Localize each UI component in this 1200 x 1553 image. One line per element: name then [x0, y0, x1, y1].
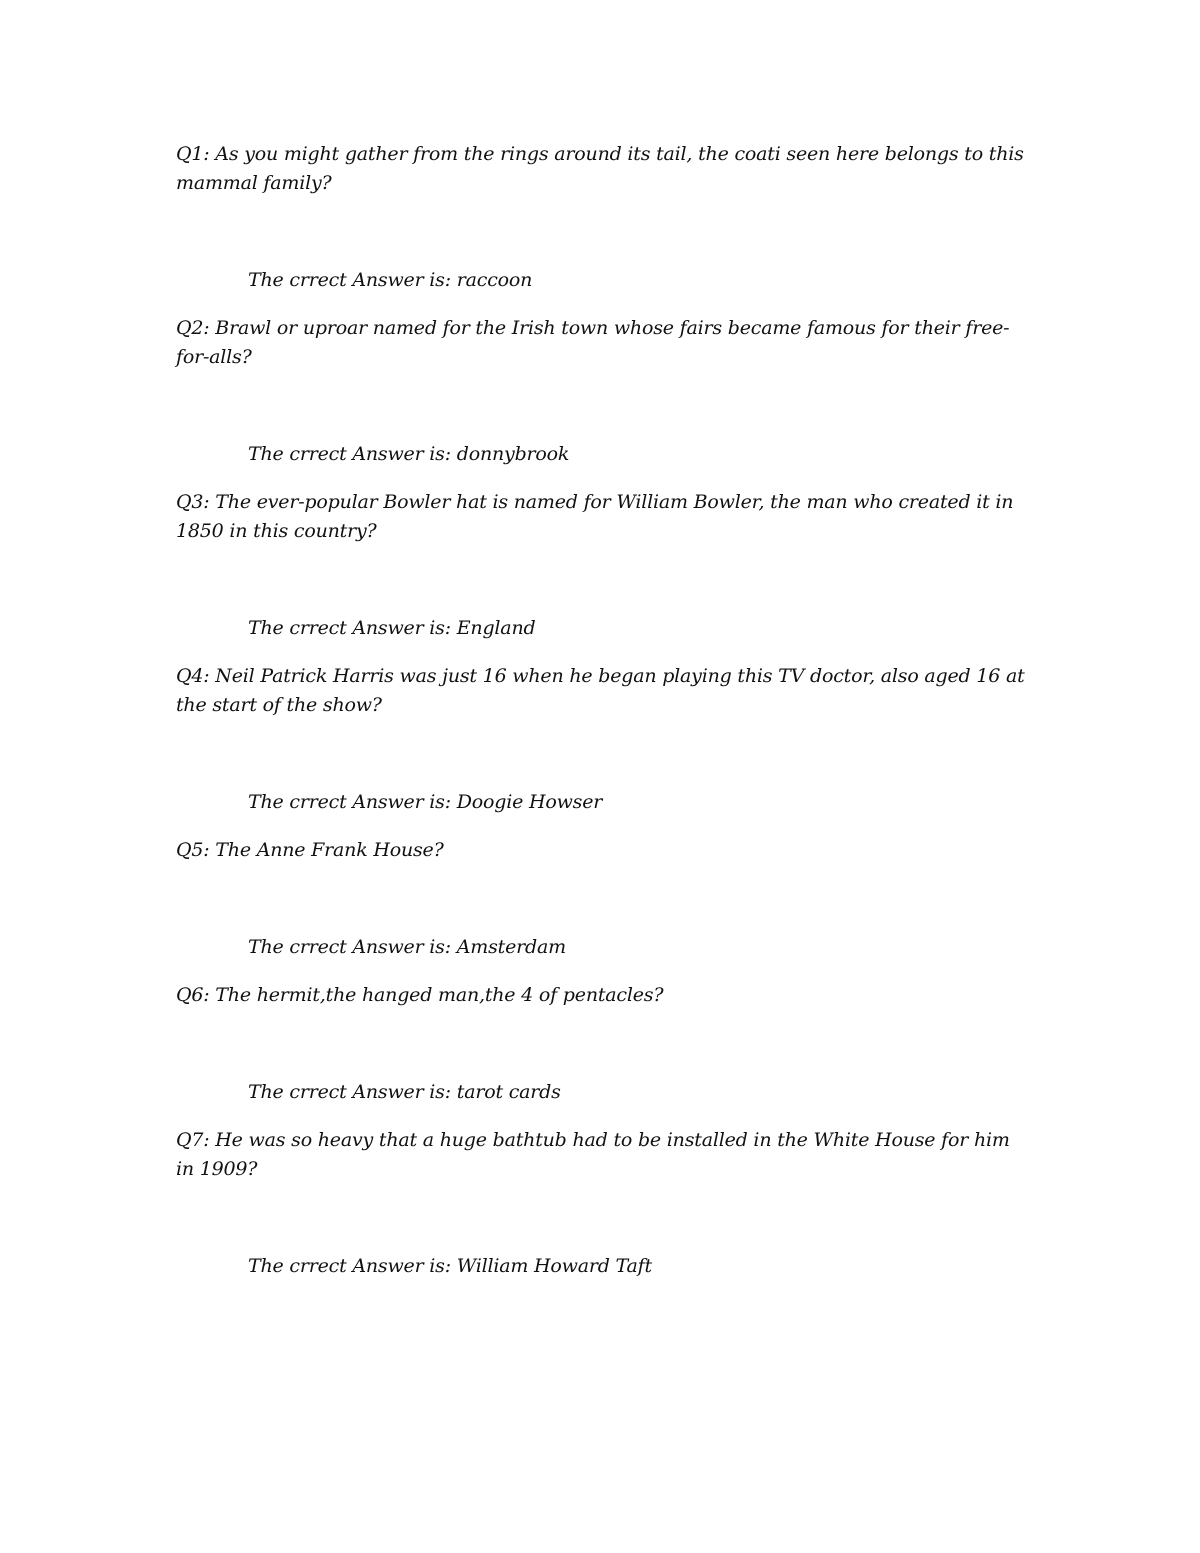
question-2: Q2: Brawl or uproar named for the Irish town whose fairs became famous for their free-for-alls?: [176, 317, 1010, 368]
question-4: Q4: Neil Patrick Harris was just 16 when he began playing this TV doctor, also aged 16 at the start of the show?: [176, 665, 1025, 716]
qa-item-7: [176, 1126, 1026, 1281]
question-3: Q3: The ever-popular Bowler hat is named for William Bowler, the man who created it in 1850 in this country?: [176, 491, 1014, 542]
qa-item-1: [176, 140, 1026, 295]
qa-item-2: [176, 314, 1026, 469]
question-7: Q7: He was so heavy that a huge bathtub had to be installed in the White House for him in 1909?: [176, 1129, 1010, 1180]
answer-1: The crrect Answer is: raccoon: [248, 269, 533, 291]
qa-item-6: [176, 981, 1026, 1107]
answer-7: The crrect Answer is: William Howard Taft: [248, 1255, 652, 1277]
answer-5: The crrect Answer is: Amsterdam: [248, 936, 566, 958]
question-5: Q5: The Anne Frank House?: [176, 839, 444, 861]
answer-6: The crrect Answer is: tarot cards: [248, 1081, 561, 1103]
question-1: Q1: As you might gather from the rings around its tail, the coati seen here belongs to this mammal family?: [176, 143, 1024, 194]
qa-item-4: [176, 662, 1026, 817]
question-answer-list: [176, 140, 1026, 1300]
question-6: Q6: The hermit,the hanged man,the 4 of pentacles?: [176, 984, 664, 1006]
qa-item-5: [176, 836, 1026, 962]
answer-2: The crrect Answer is: donnybrook: [248, 443, 570, 465]
answer-3: The crrect Answer is: England: [248, 617, 536, 639]
qa-item-3: [176, 488, 1026, 643]
answer-4: The crrect Answer is: Doogie Howser: [248, 791, 603, 813]
